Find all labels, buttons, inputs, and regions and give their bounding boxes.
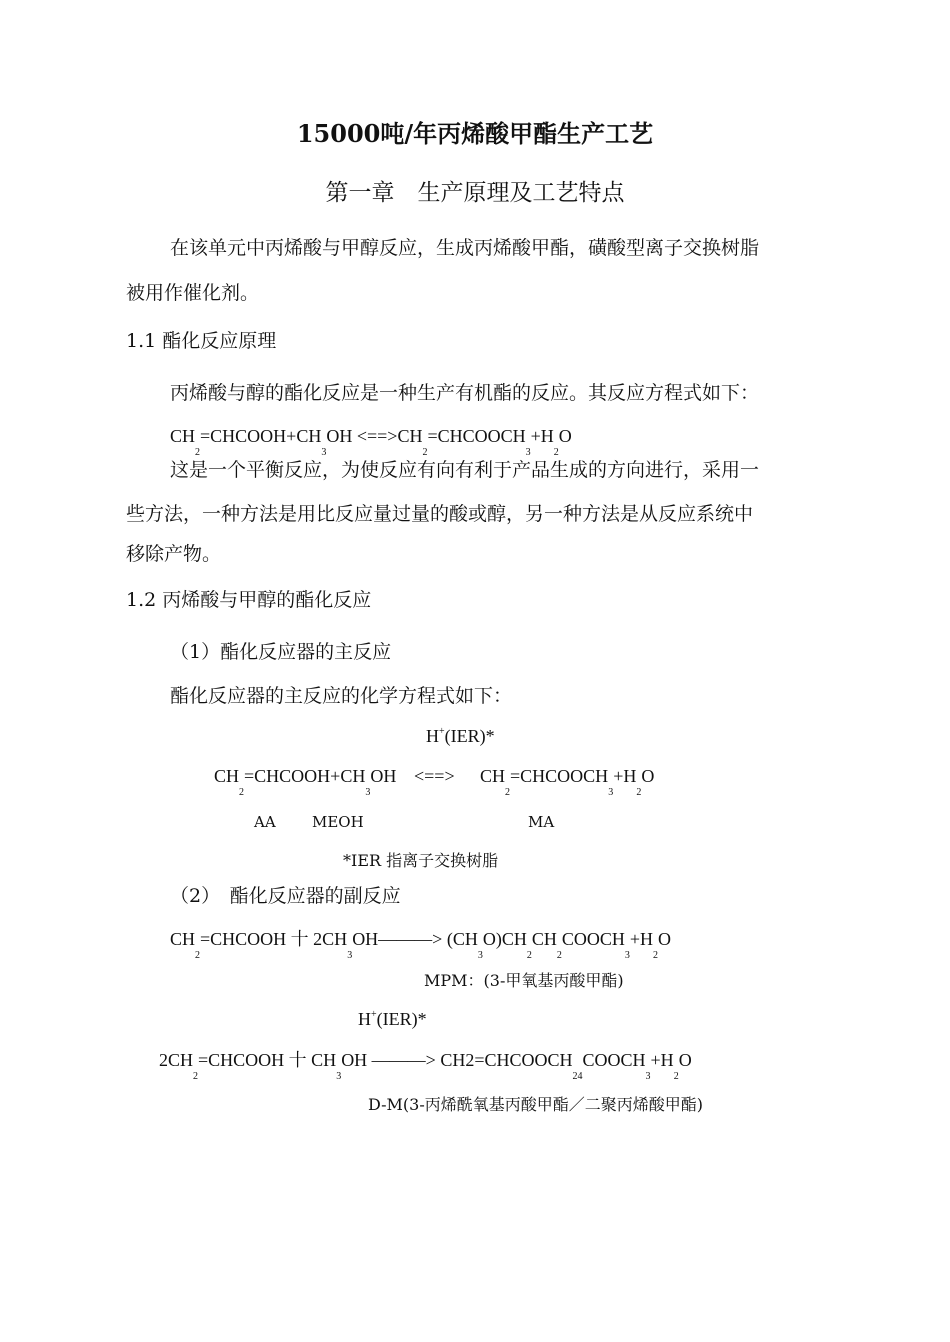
paragraph-2-line-2: 些方法，一种方法是用比反应量过量的酸或醇，另一种方法是从反应系统中 bbox=[126, 503, 754, 525]
section-heading-1-2: 1.2 丙烯酸与甲醇的酯化反应 bbox=[126, 589, 372, 611]
subheading-main-reaction: （1）酯化反应器的主反应 bbox=[170, 641, 392, 663]
chapter-heading: 第一章 生产原理及工艺特点 bbox=[325, 180, 625, 206]
intro-line-2: 被用作催化剂。 bbox=[126, 282, 260, 304]
label-meoh: MEOH bbox=[312, 813, 364, 831]
main-reaction-intro: 酯化反应器的主反应的化学方程式如下： bbox=[170, 685, 513, 707]
paragraph-1-1: 丙烯酸与醇的酯化反应是一种生产有机酯的反应。其反应方程式如下： bbox=[170, 382, 760, 404]
equation-main-reaction-left: $CH_2=CHCOOH+CH_3OH$ bbox=[214, 766, 397, 798]
document-title: 15000吨/年丙烯酸甲酯生产工艺 bbox=[296, 119, 654, 148]
equation-main-reaction-arrow: <==> bbox=[414, 766, 455, 786]
paragraph-2-line-1: 这是一个平衡反应，为使反应有向有利于产品生成的方向进行，采用一 bbox=[170, 459, 760, 481]
footnote-ier: *IER 指离子交换树脂 bbox=[343, 851, 499, 870]
dm-label: D-M(3-丙烯酰氧基丙酸甲酯／二聚丙烯酸甲酯) bbox=[368, 1095, 703, 1114]
equation-main-reaction-right: $CH_2=CHCOOCH_3+H_2O$ bbox=[480, 766, 655, 798]
paragraph-2-line-3: 移除产物。 bbox=[126, 543, 222, 565]
equation-side-reaction-dm: $2CH_2=CHCOOH$ 十 $CH_3OH$ ———> $CH2=CHCOOCH_{24}COOCH_3+H_2O$ bbox=[159, 1050, 692, 1082]
mpm-label: MPM：(3-甲氧基丙酸甲酯) bbox=[424, 971, 624, 990]
intro-line-1: 在该单元中丙烯酸与甲醇反应，生成丙烯酸甲酯，磺酸型离子交换树脂 bbox=[170, 237, 760, 259]
catalyst-label: H+(IER)* bbox=[426, 726, 495, 746]
label-aa: AA bbox=[254, 813, 276, 831]
label-ma: MA bbox=[528, 813, 555, 831]
subheading-side-reaction: （2） 酯化反应器的副反应 bbox=[170, 885, 401, 907]
equation-esterification: $CH_2=CHCOOH+CH_3OH$ $<==>CH_2=CHCOOCH_3+H_2O$ bbox=[170, 426, 572, 458]
catalyst-label-2: H+(IER)* bbox=[358, 1009, 427, 1029]
section-heading-1-1: 1.1 酯化反应原理 bbox=[126, 330, 277, 352]
equation-side-reaction-mpm: $CH_2=CHCOOH$ 十 $2CH_3OH———>$ $(CH_3O)CH_2CH_2COOCH_3+H_2O$ bbox=[170, 929, 672, 961]
